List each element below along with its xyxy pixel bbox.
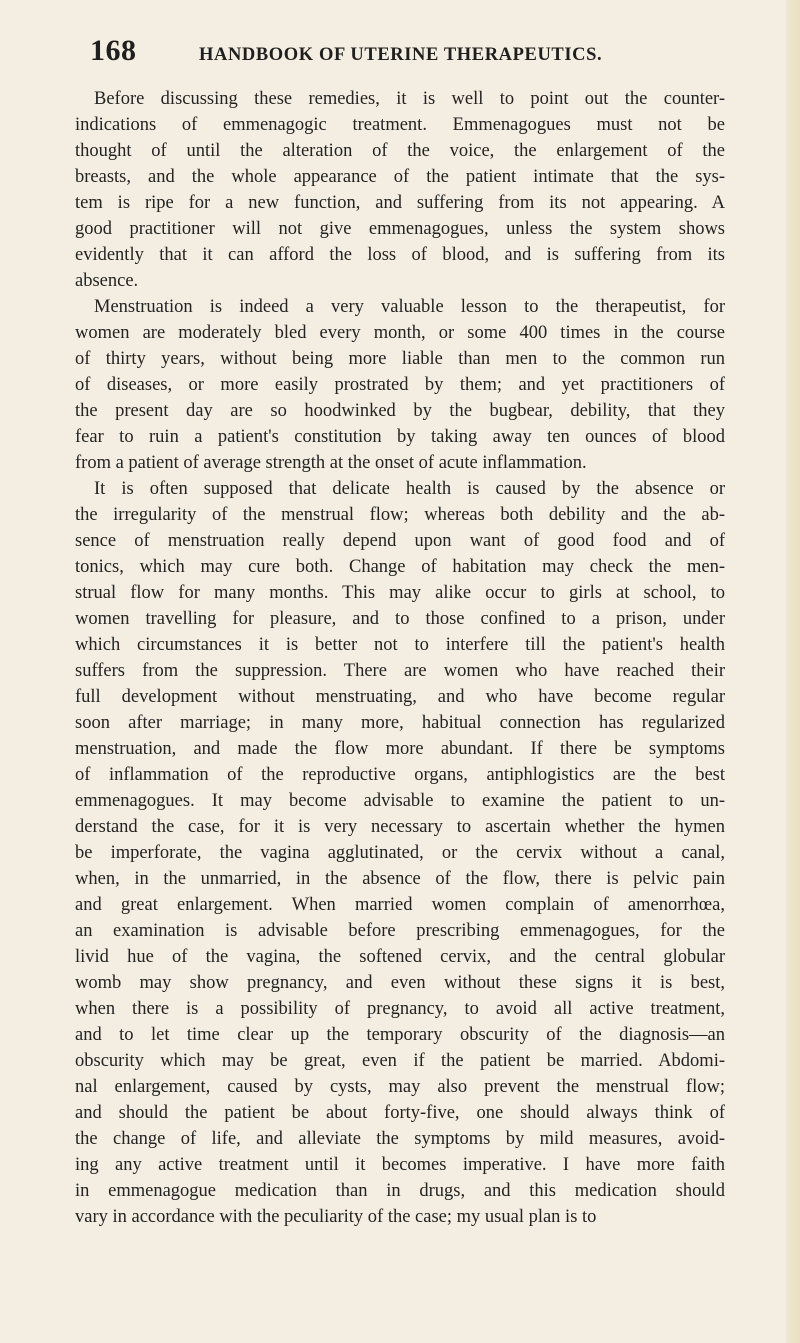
text-line: livid hue of the vagina, the softened cervix, and the central globular	[75, 947, 725, 967]
text-line: women travelling for pleasure, and to those confined to a prison, under	[75, 609, 725, 629]
page-edge-shadow	[786, 0, 800, 1343]
text-line: women are moderately bled every month, or some 400 times in the course	[75, 323, 725, 343]
text-line: evidently that it can afford the loss of blood, and is suffering from its	[75, 245, 725, 265]
text-line: the present day are so hoodwinked by the bugbear, debility, that they	[75, 401, 725, 421]
text-line: full development without menstruating, and who have become regular	[75, 687, 725, 707]
running-title: HANDBOOK OF UTERINE THERAPEUTICS.	[199, 45, 603, 65]
text-line: which circumstances it is better not to interfere till the patient's health	[75, 635, 725, 655]
text-line: soon after marriage; in many more, habitual connection has regularized	[75, 713, 725, 733]
text-line: the irregularity of the menstrual flow; whereas both debility and the ab-	[75, 505, 725, 525]
text-line: emmenagogues. It may become advisable to examine the patient to un-	[75, 791, 725, 811]
text-line: and to let time clear up the temporary obscurity of the diagnosis—an	[75, 1025, 725, 1045]
text-line: breasts, and the whole appearance of the patient intimate that the sys-	[75, 167, 725, 187]
text-line: good practitioner will not give emmenagogues, unless the system shows	[75, 219, 725, 239]
text-line: Before discussing these remedies, it is well to point out the counter-	[94, 89, 725, 109]
text-line	[75, 1230, 725, 1256]
text-line: tem is ripe for a new function, and suffering from its not appearing. A	[75, 193, 725, 213]
text-line: and should the patient be about forty-five, one should always think of	[75, 1103, 725, 1123]
text-line: menstruation, and made the flow more abundant. If there be symptoms	[75, 739, 725, 759]
text-line: tonics, which may cure both. Change of habitation may check the men-	[75, 557, 725, 577]
text-line: an examination is advisable before prescribing emmenagogues, for the	[75, 921, 725, 941]
text-line: womb may show pregnancy, and even without these signs it is best,	[75, 973, 725, 993]
text-line: and great enlargement. When married women complain of amenorrhœa,	[75, 895, 725, 915]
text-line: suffers from the suppression. There are women who have reached their	[75, 661, 725, 681]
text-line: derstand the case, for it is very necessary to ascertain whether the hymen	[75, 817, 725, 837]
text-line: vary in accordance with the peculiarity of the case; my usual plan is to	[75, 1207, 597, 1227]
text-line: be imperforate, the vagina agglutinated, or the cervix without a canal,	[75, 843, 725, 863]
text-line: It is often supposed that delicate health is caused by the absence or	[94, 479, 725, 499]
text-line: from a patient of average strength at the onset of acute inflammation.	[75, 453, 587, 473]
page-header	[90, 28, 710, 72]
text-line: of diseases, or more easily prostrated by them; and yet practitioners of	[75, 375, 725, 395]
body-text	[75, 86, 725, 1256]
text-line: Menstruation is indeed a very valuable lesson to the therapeutist, for	[94, 297, 725, 317]
text-line: when there is a possibility of pregnancy, to avoid all active treatment,	[75, 999, 725, 1019]
text-line: when, in the unmarried, in the absence of the flow, there is pelvic pain	[75, 869, 725, 889]
text-line: absence.	[75, 271, 139, 291]
text-line: ing any active treatment until it becomes imperative. I have more faith	[75, 1155, 725, 1175]
text-line: in emmenagogue medication than in drugs, and this medication should	[75, 1181, 725, 1201]
text-line: strual flow for many months. This may alike occur to girls at school, to	[75, 583, 725, 603]
page-number: 168	[90, 34, 137, 67]
text-line: obscurity which may be great, even if the patient be married. Abdomi-	[75, 1051, 725, 1071]
text-line: nal enlargement, caused by cysts, may also prevent the menstrual flow;	[75, 1077, 725, 1097]
text-line: the change of life, and alleviate the symptoms by mild measures, avoid-	[75, 1129, 725, 1149]
text-line: of inflammation of the reproductive organs, antiphlogistics are the best	[75, 765, 725, 785]
text-line: of thirty years, without being more liable than men to the common run	[75, 349, 725, 369]
text-line: thought of until the alteration of the voice, the enlargement of the	[75, 141, 725, 161]
text-line: sence of menstruation really depend upon want of good food and of	[75, 531, 725, 551]
text-line: indications of emmenagogic treatment. Emmenagogues must not be	[75, 115, 725, 135]
text-line: fear to ruin a patient's constitution by taking away ten ounces of blood	[75, 427, 725, 447]
